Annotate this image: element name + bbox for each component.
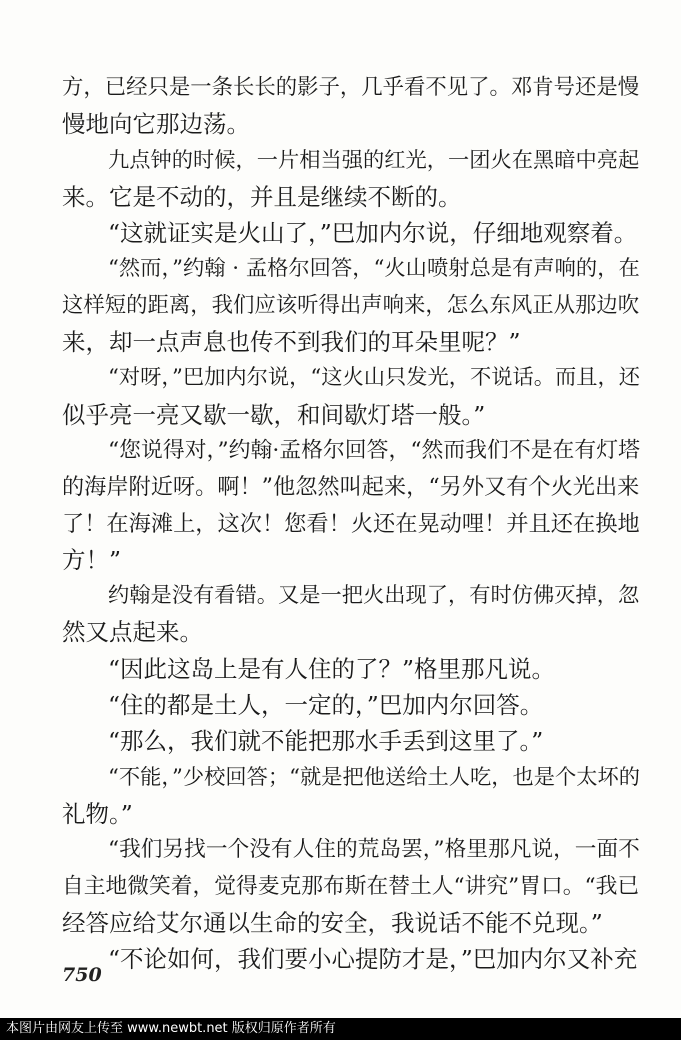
text-line: 自主地微笑着，觉得麦克那布斯在替土人“讲究”胃口。“我已 [62, 873, 640, 899]
text-line: 这样短的距离，我们应该听得出声响来，怎么东风正从那边吹 [62, 292, 640, 318]
text-line: “我们另找一个没有人住的荒岛罢，”格里那凡说，一面不 [108, 837, 640, 863]
text-line: “然而，”约翰 · 孟格尔回答，“火山喷射总是有声响的，在 [108, 256, 640, 282]
text-line: 来。它是不动的，并且是继续不断的。 [62, 182, 462, 211]
text-line: 慢地向它那边荡。 [62, 110, 250, 139]
text-line: “因此这岛上是有人住的了？”格里那凡说。 [108, 654, 556, 683]
text-line: 的海岸附近呀。啊！”他忽然叫起来，“另外又有个火光出来 [62, 474, 640, 501]
text-line: “对呀，”巴加内尔说，“这火山只发光，不说话。而且，还 [108, 365, 640, 391]
text-line: “不论如何，我们要小心提防才是，”巴加内尔又补充 [108, 945, 638, 974]
text-line: “住的都是土人，一定的，”巴加内尔回答。 [108, 691, 544, 720]
text-line: 约翰是没有看错。又是一把火出现了，有时仿佛灭掉，忽 [108, 583, 640, 609]
text-line: 礼物。” [62, 799, 133, 828]
watermark-footer-text: 本图片由网友上传至 www.newbt.net 版权归原作者所有 [6, 1021, 336, 1036]
text-line: 似乎亮一亮又歇一歇，和间歇灯塔一般。” [62, 400, 486, 429]
text-line: 九点钟的时候，一片相当强的红光，一团火在黑暗中亮起 [108, 147, 640, 173]
text-line: 然又点起来。 [62, 618, 203, 647]
text-line: 来，却一点声息也传不到我们的耳朵里呢？” [62, 328, 521, 357]
text-line: 方，已经只是一条长长的影子，几乎看不见了。邓肯号还是慢 [62, 75, 640, 100]
watermark-footer-bar [0, 1018, 681, 1040]
text-line: 方！” [62, 545, 122, 574]
text-line: “那么，我们就不能把那水手丢到这里了。” [108, 727, 544, 756]
text-line: 了！在海滩上，这次！您看！火还在晃动哩！并且还在换地 [62, 510, 640, 537]
text-line: 经答应给艾尔通以生命的安全，我说话不能不兑现。” [62, 908, 603, 937]
text-line: “您说得对，”约翰·孟格尔回答，“然而我们不是在有灯塔 [108, 437, 640, 463]
body-text [62, 70, 640, 977]
text-line: “不能，”少校回答；“就是把他送给土人吃，也是个太坏的 [108, 764, 640, 790]
text-line: “这就证实是火山了，”巴加内尔说，仔细地观察着。 [108, 219, 638, 248]
page-number: 750 [62, 964, 102, 986]
